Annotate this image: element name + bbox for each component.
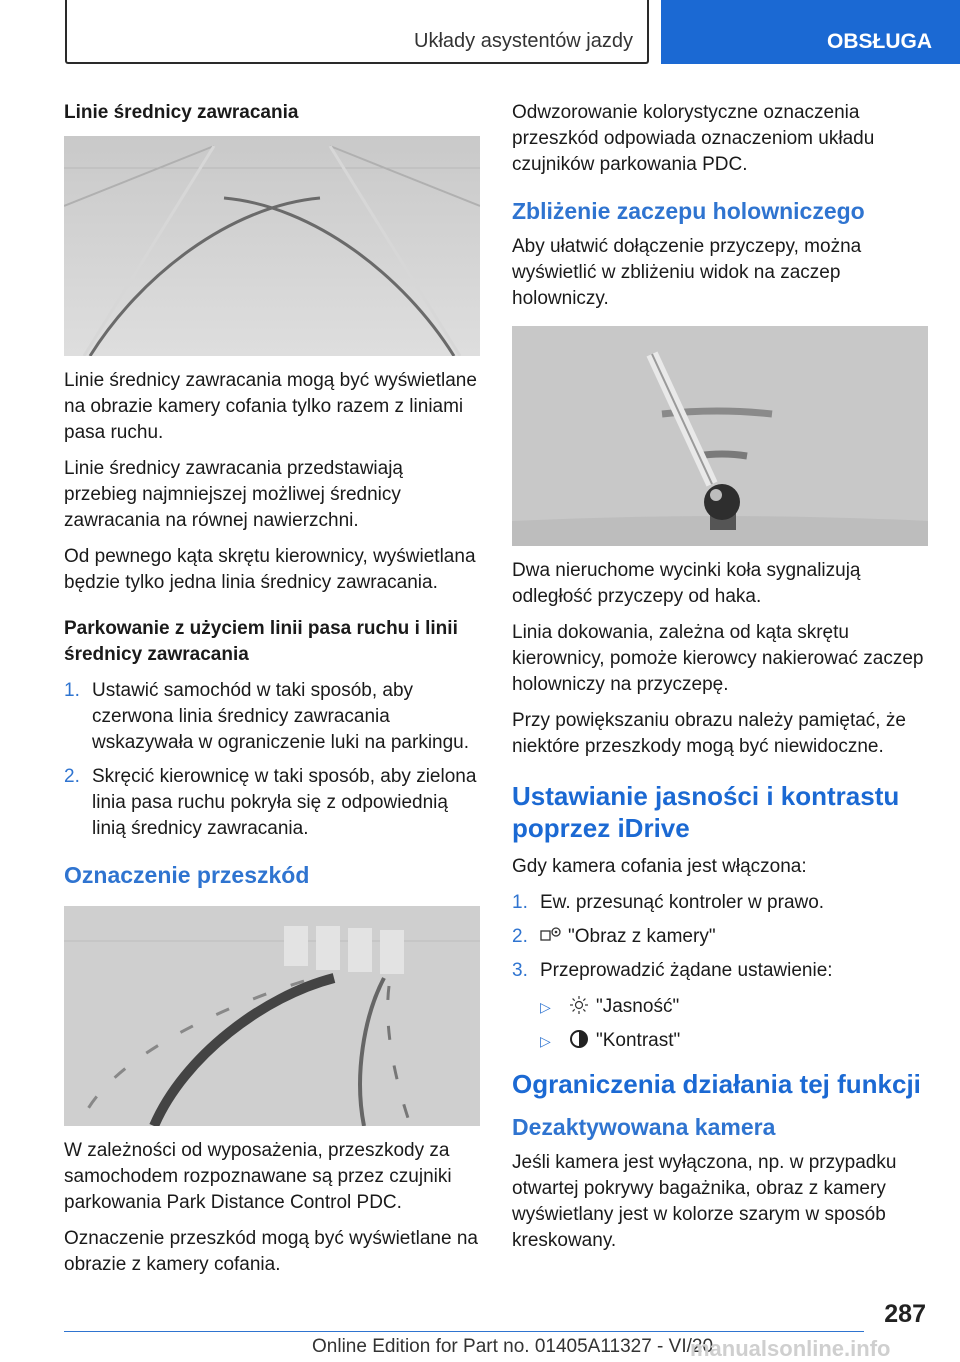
footer-divider: [64, 1331, 864, 1332]
list-item: [64, 764, 480, 842]
paragraph: Od pewnego kąta skrętu kierownicy, wyświetlana będzie tylko jedna linia średnicy zawracania.: [64, 546, 476, 593]
turning-circle-figure: [64, 136, 480, 356]
settings-sublist: [512, 994, 928, 1054]
step-text: Ustawić samochód w taki sposób, aby czerwona linia średnicy zawracania wskazywała w ograniczenie luki na parkingu.: [92, 680, 470, 753]
list-item: [512, 890, 928, 916]
paragraph: Linie średnicy zawracania mogą być wyświetlane na obrazie kamery cofania tylko razem z liniami pasa ruchu.: [64, 370, 477, 443]
heading-deactivated-camera: Dezaktywowana kamera: [512, 1114, 776, 1140]
header-chapter-tab[interactable]: OBSŁUGA: [661, 0, 960, 64]
step-number: 3.: [512, 960, 528, 981]
step-number: 2.: [512, 926, 528, 947]
heading-limitations: Ograniczenia działania tej funkcji: [512, 1069, 921, 1099]
brightness-steps-list: [512, 890, 928, 984]
brightness-sun-icon: [568, 995, 590, 1015]
step-number: 1.: [512, 892, 528, 913]
step-text: "Obraz z kamery": [568, 926, 716, 947]
list-item: [512, 924, 928, 950]
step-text: Ew. przesunąć kontroler w prawo.: [540, 892, 825, 913]
heading-turning-circle: Linie średnicy zawracania: [64, 102, 299, 123]
obstacle-marking-figure: [64, 906, 480, 1126]
paragraph: Jeśli kamera jest wyłączona, np. w przypadku otwartej pokrywy bagażnika, obraz z kamery wyświetlany jest w kolorze szarym w sposób kreskowany.: [512, 1152, 897, 1251]
triangle-bullet-icon: ▷: [540, 1033, 551, 1049]
triangle-bullet-icon: ▷: [540, 999, 551, 1015]
step-text: Przeprowadzić żądane ustawienie:: [540, 960, 833, 981]
sub-step-text: "Kontrast": [596, 1030, 681, 1051]
paragraph: Gdy kamera cofania jest włączona:: [512, 856, 807, 877]
step-number: 2.: [64, 766, 80, 787]
contrast-icon: [568, 1029, 590, 1049]
paragraph: Przy powiększaniu obrazu należy pamiętać, że niektóre przeszkody mogą być niewidoczne.: [512, 710, 906, 757]
paragraph: Dwa nieruchome wycinki koła sygnalizują odległość przyczepy od haka.: [512, 560, 861, 607]
right-column: [512, 100, 928, 1264]
list-item: [512, 958, 928, 984]
paragraph: W zależności od wyposażenia, przeszkody za samochodem rozpoznawane są przez czujniki parkowania Park Distance Control PDC.: [64, 1140, 452, 1213]
list-item: [512, 994, 928, 1020]
sub-step-text: "Jasność": [596, 996, 680, 1017]
heading-hitch: Zbliżenie zaczepu holowniczego: [512, 198, 865, 224]
step-number: 1.: [64, 680, 80, 701]
page-number: 287: [884, 1300, 926, 1328]
left-column: [64, 100, 480, 1288]
heading-parking: Parkowanie z użyciem linii pasa ruchu i linii średnicy zawracania: [64, 618, 458, 665]
footer-edition: Online Edition for Part no. 01405A11327 - VI/20: [312, 1336, 714, 1357]
paragraph: Linia dokowania, zależna od kąta skrętu kierownicy, pomoże kierowcy nakierować zaczep holowniczy na przyczepę.: [512, 622, 924, 695]
paragraph: Oznaczenie przeszkód mogą być wyświetlane na obrazie z kamery cofania.: [64, 1228, 478, 1275]
header-section-box: [65, 0, 649, 64]
hitch-approach-figure: [512, 326, 928, 546]
paragraph: Aby ułatwić dołączenie przyczepy, można wyświetlić w zbliżeniu widok na zaczep holowniczy.: [512, 236, 862, 309]
heading-obstacles: Oznaczenie przeszkód: [64, 862, 310, 888]
list-item: [512, 1028, 928, 1054]
camera-settings-icon: [540, 925, 562, 945]
step-text: Skręcić kierownicę w taki sposób, aby zielona linia pasa ruchu pokryła się z odpowiednią linią średnicy zawracania.: [92, 766, 477, 839]
watermark-text: manualsonline.info: [690, 1336, 891, 1361]
paragraph: Linie średnicy zawracania przedstawiają przebieg najmniejszej możliwej średnicy zawracania na równej nawierzchni.: [64, 458, 404, 531]
paragraph: Odwzorowanie kolorystyczne oznaczenia przeszkód odpowiada oznaczeniom układu czujników parkowania PDC.: [512, 102, 875, 175]
list-item: [64, 678, 480, 756]
heading-brightness-contrast: Ustawianie jasności i kontrastu poprzez iDrive: [512, 781, 900, 843]
header-section-title: Układy asystentów jazdy: [414, 30, 633, 52]
parking-steps-list: [64, 678, 480, 842]
